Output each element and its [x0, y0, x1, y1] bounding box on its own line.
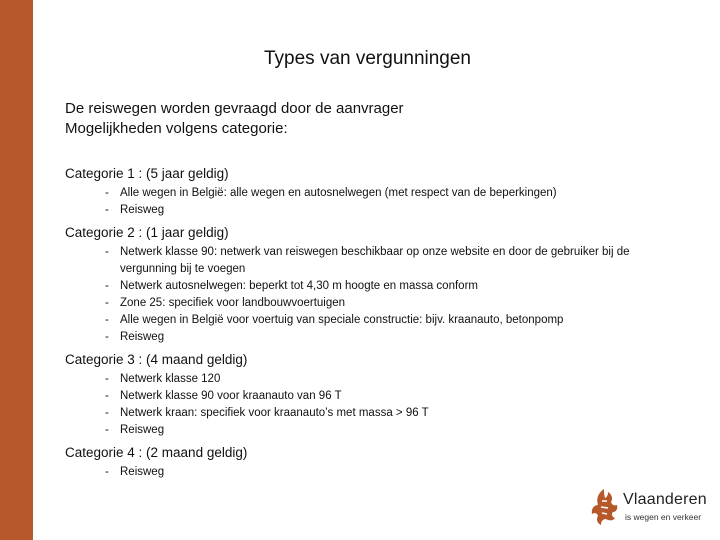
list-item [65, 185, 695, 202]
list-item-text: Netwerk klasse 120 [120, 373, 221, 385]
bullet-dash: - [105, 314, 109, 326]
page-title: Types van vergunningen [263, 48, 472, 69]
category-items [65, 371, 695, 439]
bullet-dash: - [105, 390, 109, 402]
list-item [65, 464, 695, 481]
list-item [65, 329, 695, 346]
logo-name: Vlaanderen [623, 491, 707, 508]
bullet-dash: - [105, 280, 109, 292]
bullet-dash: - [105, 331, 109, 343]
list-item-text: Netwerk kraan: specifiek voor kraanauto’s met massa > 96 T [120, 407, 429, 419]
category-3 [65, 351, 695, 439]
category-heading: Categorie 2 : (1 jaar geldig) [65, 225, 229, 240]
list-item [65, 295, 695, 312]
bullet-dash: - [105, 297, 109, 309]
list-item [65, 312, 695, 329]
list-item [65, 405, 695, 422]
list-item-text: Reisweg [120, 204, 165, 216]
intro-line-2: Mogelijkheden volgens categorie: [65, 120, 288, 137]
list-item [65, 278, 695, 295]
bullet-dash: - [105, 424, 109, 436]
bullet-dash: - [105, 187, 109, 199]
category-heading: Categorie 1 : (5 jaar geldig) [65, 166, 229, 181]
list-item-text: Netwerk klasse 90 voor kraanauto van 96 T [120, 390, 342, 402]
list-item-text: Reisweg [120, 331, 165, 343]
category-1 [65, 165, 695, 219]
bullet-dash: - [105, 466, 109, 478]
category-list [65, 165, 695, 486]
list-item [65, 244, 695, 278]
list-item-text: Netwerk autosnelwegen: beperkt tot 4,30 m hoogte en massa conform [120, 280, 478, 292]
bullet-dash: - [105, 373, 109, 385]
category-items [65, 244, 695, 346]
bullet-dash: - [105, 407, 109, 419]
list-item-text: Reisweg [120, 424, 165, 436]
category-heading: Categorie 4 : (2 maand geldig) [65, 445, 248, 460]
bullet-dash: - [105, 246, 109, 258]
list-item-text: Alle wegen in België: alle wegen en autosnelwegen (met respect van de beperkingen) [120, 187, 557, 199]
bullet-dash: - [105, 204, 109, 216]
list-item-text: Reisweg [120, 466, 165, 478]
list-item [65, 422, 695, 439]
left-accent-bar [0, 0, 33, 540]
category-4 [65, 444, 695, 481]
vlaanderen-logo [585, 487, 710, 527]
list-item [65, 388, 695, 405]
lion-icon [585, 487, 623, 527]
category-heading: Categorie 3 : (4 maand geldig) [65, 352, 248, 367]
list-item-text: Zone 25: specifiek voor landbouwvoertuigen [120, 297, 346, 309]
logo-tagline: is wegen en verkeer [625, 512, 702, 522]
intro-text [65, 99, 404, 139]
list-item-text: Netwerk klasse 90: netwerk van reiswegen beschikbaar op onze website en door de gebruiker bij de vergunning bij te voegen [120, 246, 630, 275]
category-items [65, 464, 695, 481]
list-item [65, 371, 695, 388]
category-items [65, 185, 695, 219]
category-2 [65, 224, 695, 346]
intro-line-1: De reiswegen worden gevraagd door de aanvrager [65, 100, 404, 117]
list-item-text: Alle wegen in België voor voertuig van speciale constructie: bijv. kraanauto, betonpomp [120, 314, 564, 326]
list-item [65, 202, 695, 219]
